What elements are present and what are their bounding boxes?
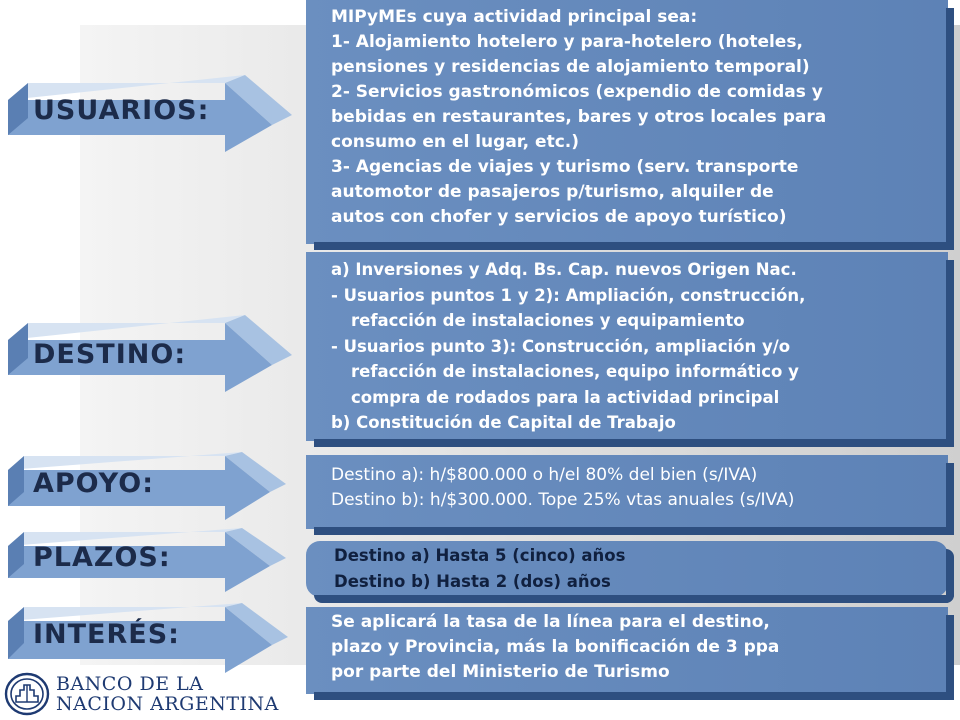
destino-line: - Usuarios puntos 1 y 2): Ampliación, construcción,: [331, 285, 806, 305]
bank-name: [56, 674, 279, 714]
destino-line: a) Inversiones y Adq. Bs. Cap. nuevos Origen Nac.: [331, 260, 797, 279]
usuarios-line: bebidas en restaurantes, bares y otros locales para: [331, 107, 827, 127]
destino-line: refacción de instalaciones, equipo informático y: [351, 362, 799, 381]
destino-line: - Usuarios punto 3): Construcción, ampliación y/o: [331, 336, 791, 356]
usuarios-line: 2- Servicios gastronómicos (expendio de comidas y: [331, 82, 823, 102]
interes-line: plazo y Provincia, más la bonificación de 3 ppa: [331, 637, 780, 657]
apoyo-box: [306, 455, 954, 535]
apoyo-label: APOYO:: [33, 468, 155, 499]
destino-line: b) Constitución de Capital de Trabajo: [331, 413, 676, 432]
usuarios-line: 1- Alojamiento hotelero y para-hotelero (hoteles,: [331, 32, 803, 52]
plazos-box: [306, 541, 954, 603]
apoyo-line: Destino b): h/$300.000. Tope 25% vtas anuales (s/IVA): [331, 490, 795, 510]
usuarios-line: automotor de pasajeros p/turismo, alquiler de: [331, 182, 774, 202]
interes-box: [306, 607, 954, 700]
usuarios-line: autos con chofer y servicios de apoyo turístico): [331, 207, 787, 227]
destino-line: refacción de instalaciones y equipamiento: [351, 311, 745, 330]
plazos-line: Destino b) Hasta 2 (dos) años: [334, 572, 611, 591]
bank-seal-icon: [4, 672, 50, 716]
usuarios-box: [306, 0, 954, 250]
usuarios-label: USUARIOS:: [33, 95, 210, 126]
interes-line: Se aplicará la tasa de la línea para el destino,: [331, 612, 770, 632]
usuarios-line: 3- Agencias de viajes y turismo (serv. transporte: [331, 157, 799, 177]
plazos-label: PLAZOS:: [33, 542, 171, 573]
destino-label: DESTINO:: [33, 339, 187, 370]
banco-nacion-logo: [4, 670, 279, 718]
interes-line: por parte del Ministerio de Turismo: [331, 662, 670, 682]
usuarios-line: MIPyMEs cuya actividad principal sea:: [331, 7, 698, 27]
apoyo-line: Destino a): h/$800.000 o h/el 80% del bien (s/IVA): [331, 465, 758, 485]
bank-name-line2: NACION ARGENTINA: [56, 693, 279, 715]
usuarios-line: consumo en el lugar, etc.): [331, 132, 580, 152]
plazos-line: Destino a) Hasta 5 (cinco) años: [334, 546, 626, 565]
destino-box: [306, 252, 954, 447]
bank-name-line1: BANCO DE LA: [56, 673, 204, 695]
usuarios-line: pensiones y residencias de alojamiento temporal): [331, 57, 810, 77]
destino-line: compra de rodados para la actividad principal: [351, 387, 780, 407]
interes-label: INTERÉS:: [33, 619, 180, 650]
